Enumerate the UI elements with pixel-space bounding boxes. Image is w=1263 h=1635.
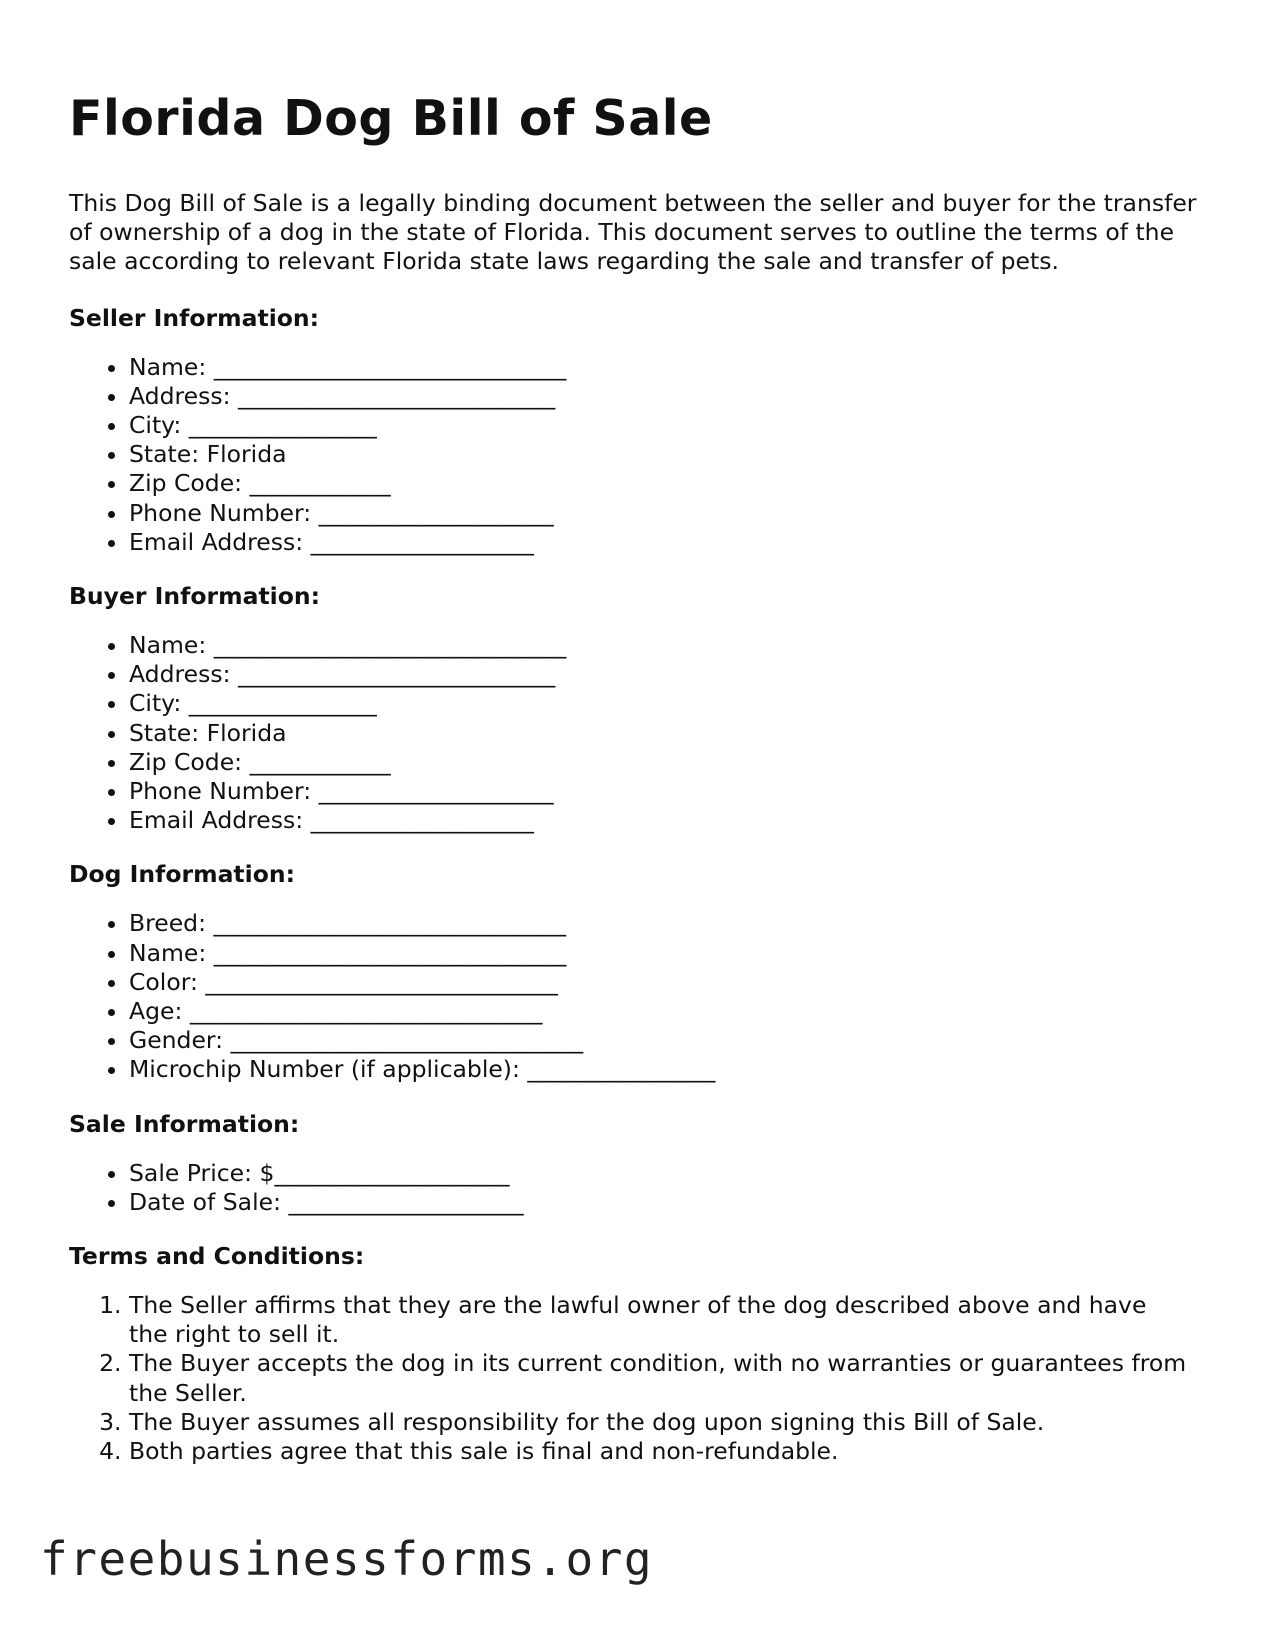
seller-city-field[interactable]: • City: ________________ — [129, 411, 1199, 440]
seller-email-field[interactable]: • Email Address: ___________________ — [129, 528, 1199, 557]
seller-heading: Seller Information: — [69, 303, 320, 332]
sale-heading: Sale Information: — [69, 1109, 300, 1138]
buyer-phone-field[interactable]: • Phone Number: ____________________ — [129, 777, 1199, 806]
dog-heading: Dog Information: — [69, 860, 295, 889]
dog-list — [69, 909, 1199, 1084]
seller-name-field[interactable]: • Name: ______________________________ — [129, 353, 1199, 382]
sale-date-field[interactable]: • Date of Sale: ____________________ — [129, 1188, 1199, 1217]
terms-heading: Terms and Conditions: — [69, 1242, 365, 1271]
seller-phone-field[interactable]: • Phone Number: ____________________ — [129, 499, 1199, 528]
buyer-state-field: • State: Florida — [129, 719, 1199, 748]
terms-item: 2. The Buyer accepts the dog in its current condition, with no warranties or guarantees from the Seller. — [129, 1349, 1189, 1407]
dog-microchip-field[interactable]: • Microchip Number (if applicable): ________________ — [129, 1055, 1199, 1084]
seller-list — [69, 353, 1199, 557]
seller-state-field: • State: Florida — [129, 440, 1199, 469]
sale-price-field[interactable]: • Sale Price: $____________________ — [129, 1159, 1199, 1188]
terms-item: 3. The Buyer assumes all responsibility for the dog upon signing this Bill of Sale. — [129, 1408, 1189, 1437]
seller-address-field[interactable]: • Address: ___________________________ — [129, 382, 1199, 411]
buyer-address-field[interactable]: • Address: ___________________________ — [129, 660, 1199, 689]
document-page — [69, 78, 1199, 1490]
buyer-email-field[interactable]: • Email Address: ___________________ — [129, 806, 1199, 835]
buyer-list — [69, 631, 1199, 835]
terms-item: 4. Both parties agree that this sale is final and non-refundable. — [129, 1437, 1189, 1466]
buyer-city-field[interactable]: • City: ________________ — [129, 689, 1199, 718]
dog-gender-field[interactable]: • Gender: ______________________________ — [129, 1026, 1199, 1055]
dog-color-field[interactable]: • Color: ______________________________ — [129, 968, 1199, 997]
dog-breed-field[interactable]: • Breed: ______________________________ — [129, 909, 1199, 938]
sale-list — [69, 1159, 1199, 1217]
terms-list — [69, 1291, 1189, 1466]
document-title: Florida Dog Bill of Sale — [69, 90, 713, 147]
terms-item: 1. The Seller affirms that they are the lawful owner of the dog described above and have the right to sell it. — [129, 1291, 1189, 1349]
intro-paragraph: This Dog Bill of Sale is a legally binding document between the seller and buyer for the transfer of ownership of a dog in the state of Florida. This document serves to outline the terms of the sale according to relevant Florida state laws regarding the sale and transfer of pets. — [69, 189, 1197, 276]
buyer-heading: Buyer Information: — [69, 582, 321, 611]
dog-name-field[interactable]: • Name: ______________________________ — [129, 939, 1199, 968]
watermark: freebusinessforms.org — [40, 1532, 654, 1586]
buyer-zip-field[interactable]: • Zip Code: ____________ — [129, 748, 1199, 777]
buyer-name-field[interactable]: • Name: ______________________________ — [129, 631, 1199, 660]
seller-zip-field[interactable]: • Zip Code: ____________ — [129, 469, 1199, 498]
dog-age-field[interactable]: • Age: ______________________________ — [129, 997, 1199, 1026]
